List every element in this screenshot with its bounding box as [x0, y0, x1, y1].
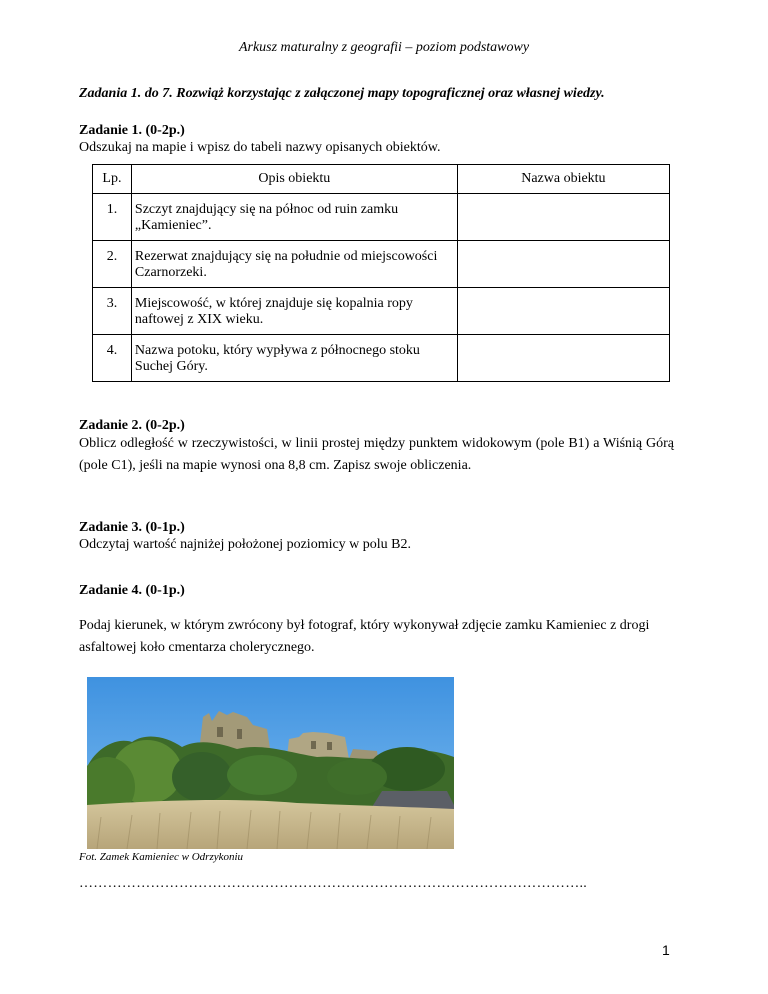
task4-heading: Zadanie 4. (0-1p.) [79, 583, 185, 598]
answer-line[interactable]: …………………………………………………………………………………………….. [79, 876, 588, 891]
castle-photo [87, 677, 454, 849]
table-row [93, 335, 670, 382]
task2-heading: Zadanie 2. (0-2p.) [79, 418, 185, 433]
page-number: 1 [662, 942, 670, 958]
photo-caption: Fot. Zamek Kamieniec w Odrzykoniu [79, 851, 244, 863]
task1-table [92, 164, 670, 382]
intro-instruction: Zadania 1. do 7. Rozwiąż korzystając z załączonej mapy topograficznej oraz własnej wiedzy. [79, 86, 605, 101]
row-number: 4. [106, 343, 118, 358]
table-row [93, 194, 670, 241]
table-row [93, 288, 670, 335]
row-description: Miejscowość, w której znajduje się kopalnia ropy naftowej z XIX wieku. [134, 296, 413, 327]
row-description: Rezerwat znajdujący się na południe od miejscowości Czarnorzeki. [134, 249, 438, 280]
header-lp: Lp. [93, 165, 132, 194]
page-header: Arkusz maturalny z geografii – poziom podstawowy [238, 40, 530, 55]
task3-heading: Zadanie 3. (0-1p.) [79, 520, 185, 535]
task1-heading: Zadanie 1. (0-2p.) [79, 123, 185, 138]
task2-text: Oblicz odległość w rzeczywistości, w linii prostej między punktem widokowym (pole B1) a Wiśnią Górą (pole C1), jeśli na mapie wynosi ona 8,8 cm. Zapisz swoje obliczenia. [79, 436, 674, 473]
answer-cell[interactable] [457, 241, 669, 288]
answer-cell[interactable] [457, 335, 669, 382]
row-description: Szczyt znajdujący się na północ od ruin zamku „Kamieniec”. [134, 202, 399, 233]
header-description: Opis obiektu [131, 165, 457, 194]
header-object-name: Nazwa obiektu [457, 165, 669, 194]
task3-text: Odczytaj wartość najniżej położonej poziomicy w polu B2. [79, 537, 412, 552]
row-description: Nazwa potoku, który wypływa z północnego stoku Suchej Góry. [134, 343, 420, 374]
answer-cell[interactable] [457, 194, 669, 241]
table-header-row [93, 165, 670, 194]
row-number: 3. [106, 296, 118, 311]
task4-text: Podaj kierunek, w którym zwrócony był fotograf, który wykonywał zdjęcie zamku Kamieniec z drogi asfaltowej koło cmentarza cholerycznego. [79, 618, 650, 655]
table-row [93, 241, 670, 288]
task1-instruction: Odszukaj na mapie i wpisz do tabeli nazwy opisanych obiektów. [79, 140, 441, 155]
row-number: 1. [106, 202, 118, 217]
castle-photo-illustration [87, 677, 454, 849]
answer-cell[interactable] [457, 288, 669, 335]
row-number: 2. [106, 249, 118, 264]
